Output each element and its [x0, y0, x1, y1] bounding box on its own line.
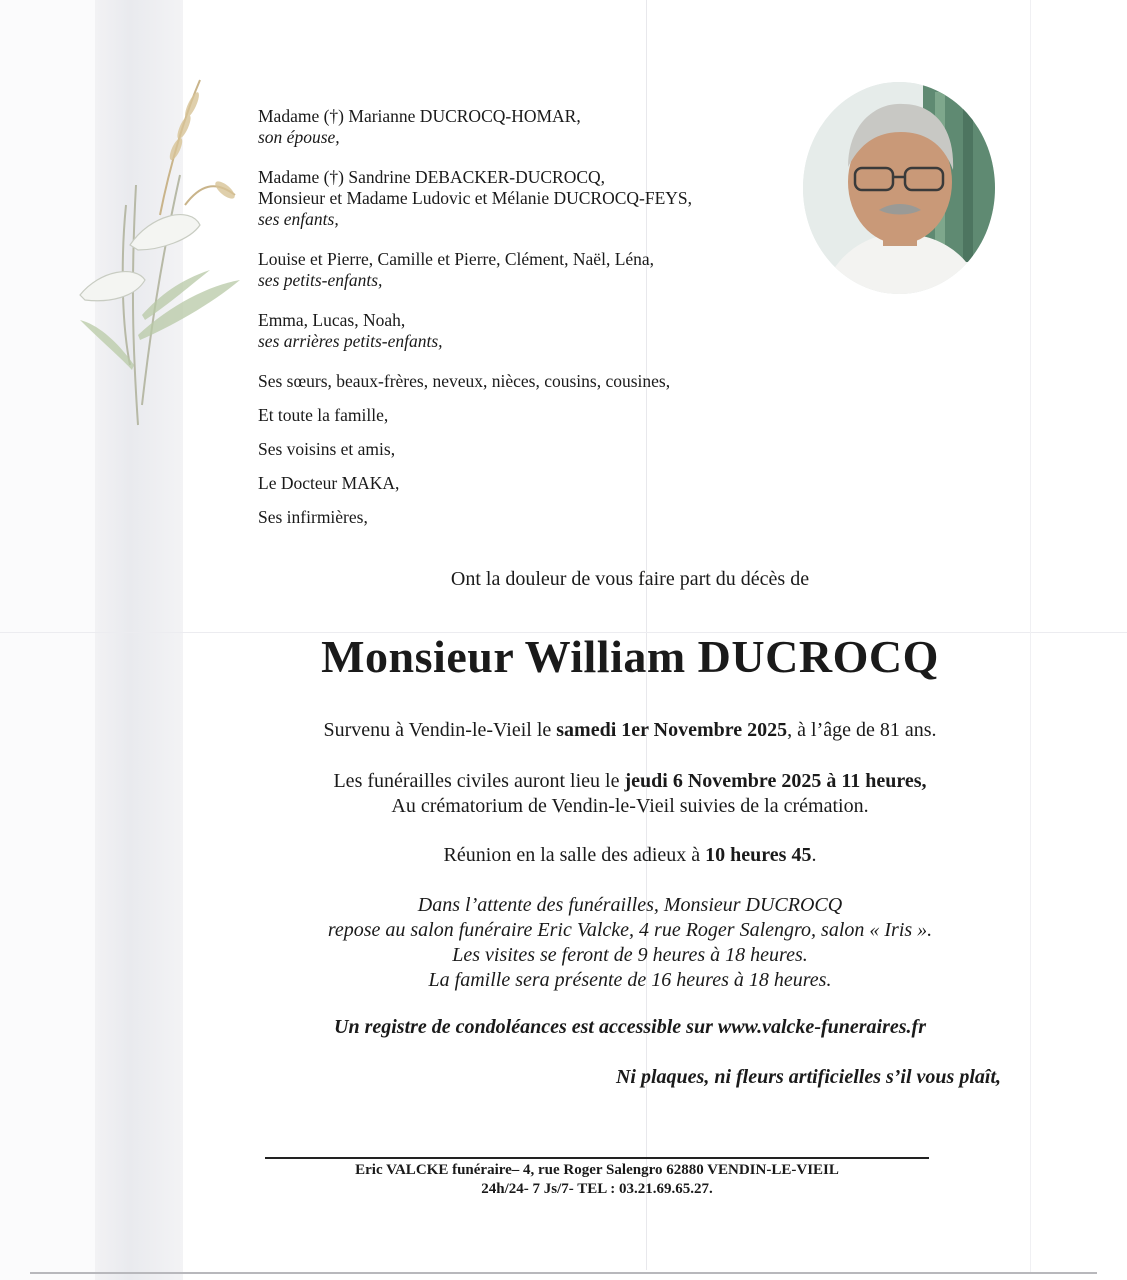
death-info	[240, 719, 1020, 742]
reunion-suffix: .	[811, 844, 817, 866]
condolence-registry: Un registre de condoléances est accessible sur www.valcke-funeraires.fr	[334, 1016, 926, 1038]
death-suffix: , à l’âge de 81 ans.	[787, 719, 937, 741]
grandchildren-names: Louise et Pierre, Camille et Pierre, Clément, Naël, Léna,	[258, 249, 655, 269]
funeral-place: Au crématorium de Vendin-le-Vieil suivies de la crémation.	[391, 795, 869, 817]
reunion-info	[240, 844, 1020, 867]
repose-line: Dans l’attente des funérailles, Monsieur DUCROCQ	[417, 894, 843, 916]
repose-line: La famille sera présente de 16 heures à 18 heures.	[428, 969, 832, 991]
family-line: Le Docteur MAKA,	[258, 473, 400, 493]
grandchildren-role: ses petits-enfants,	[258, 270, 383, 290]
spouse-name: Madame (†) Marianne DUCROCQ-HOMAR,	[258, 106, 581, 126]
family-line: Ses voisins et amis,	[258, 439, 396, 459]
calla-lily-wheat-icon	[60, 65, 250, 435]
reunion-prefix: Réunion en la salle des adieux à	[443, 844, 706, 866]
spouse-role: son épouse,	[258, 127, 340, 147]
children-role: ses enfants,	[258, 209, 339, 229]
footer-address: Eric VALCKE funéraire– 4, rue Roger Salengro 62880 VENDIN-LE-VIEIL	[355, 1162, 839, 1178]
child-name: Madame (†) Sandrine DEBACKER-DUCROCQ,	[258, 167, 606, 187]
paper-crease	[1030, 0, 1031, 1272]
funeral-home-footer	[265, 1161, 929, 1199]
portrait-photo	[803, 82, 995, 294]
family-list	[258, 106, 778, 534]
repose-line: repose au salon funéraire Eric Valcke, 4 rue Roger Salengro, salon « Iris ».	[327, 919, 933, 941]
announcement-intro: Ont la douleur de vous faire part du décès de	[450, 568, 810, 590]
repose-info	[240, 893, 1020, 993]
family-line: Et toute la famille,	[258, 405, 389, 425]
death-prefix: Survenu à Vendin-le-Vieil le	[323, 719, 557, 741]
deceased-name: Monsieur William DUCROCQ	[321, 631, 939, 682]
footer-contact: 24h/24- 7 Js/7- TEL : 03.21.69.65.27.	[481, 1181, 713, 1197]
death-date: samedi 1er Novembre 2025	[556, 719, 788, 741]
spouse-block	[258, 106, 778, 148]
family-line: Ses infirmières,	[258, 507, 368, 527]
paper-bottom-edge	[30, 1272, 1097, 1274]
funeral-date: jeudi 6 Novembre 2025 à 11 heures,	[624, 770, 927, 792]
child-name: Monsieur et Madame Ludovic et Mélanie DUCROCQ-FEYS,	[258, 188, 693, 208]
children-block	[258, 167, 778, 230]
funeral-prefix: Les funérailles civiles auront lieu le	[333, 770, 625, 792]
footer-divider	[265, 1157, 929, 1159]
funeral-info	[240, 769, 1020, 819]
funeral-date-line	[240, 769, 1020, 794]
no-flowers-note: Ni plaques, ni fleurs artificielles s’il vous plaît,	[615, 1066, 1001, 1088]
family-line: Ses sœurs, beaux-frères, neveux, nièces, cousins, cousines,	[258, 371, 671, 391]
repose-line: Les visites se feront de 9 heures à 18 heures.	[452, 944, 808, 966]
great-grandchildren-role: ses arrières petits-enfants,	[258, 331, 443, 351]
grandchildren-block	[258, 249, 778, 291]
reunion-time: 10 heures 45	[705, 844, 812, 866]
great-grandchildren-names: Emma, Lucas, Noah,	[258, 310, 406, 330]
great-grandchildren-block	[258, 310, 778, 352]
